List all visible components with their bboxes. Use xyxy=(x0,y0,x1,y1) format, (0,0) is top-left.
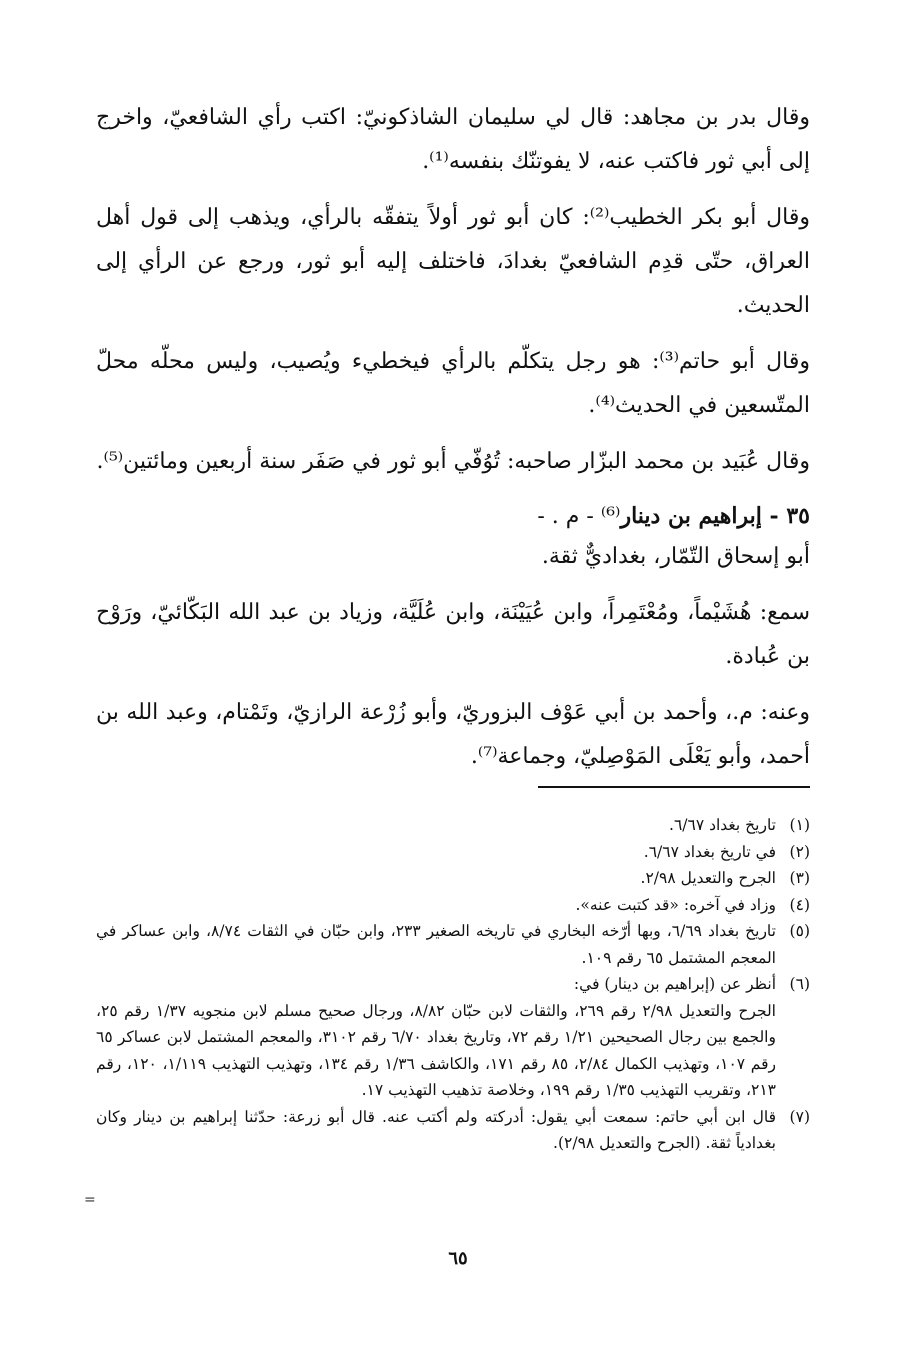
footnote-number: (٥) xyxy=(789,922,810,940)
paragraph: سمع: هُشَيْماً، ومُعْتَمِراً، وابن عُيَيْنَة، وابن عُلَيَّة، وزياد بن عبد الله البَكّائيّ، ورَوْح بن عُبادة. xyxy=(96,600,810,669)
footnote-divider xyxy=(538,786,810,788)
footnote xyxy=(96,812,810,839)
margin-mark: = xyxy=(84,1192,96,1208)
footnote-number: (١) xyxy=(789,816,810,834)
footnote-number: (٦) xyxy=(789,975,810,993)
footnote-text: أنظر عن (إبراهيم بن دينار) في: xyxy=(573,975,776,993)
footnote-number: (٤) xyxy=(789,895,810,914)
footnote xyxy=(96,1104,810,1157)
footnote xyxy=(96,839,810,866)
footnote-text: في تاريخ بغداد ٦/٦٧. xyxy=(643,842,776,861)
paragraph: وقال أبو حاتم⁽³⁾: هو رجل يتكلّم بالرأي فيخطيء ويُصيب، وليس محلّه محلّ المتّسعين في الحديث⁽⁴⁾. xyxy=(96,349,810,418)
main-text xyxy=(96,96,810,791)
footnote-text: تاريخ بغداد ٦/٦٧. xyxy=(669,816,776,834)
footnote xyxy=(96,918,810,971)
paragraph: وقال عُبَيد بن محمد البزّار صاحبه: تُوُفّي أبو ثور في صَفَر سنة أربعين ومائتين⁽⁵⁾. xyxy=(96,449,810,474)
entry-subtitle: أبو إسحاق التّمّار، بغداديٌّ ثقة. xyxy=(541,544,810,569)
footnote-number: (٢) xyxy=(789,842,810,861)
paragraph: وقال أبو بكر الخطيب⁽²⁾: كان أبو ثور أولاً يتفقّه بالرأي، ويذهب إلى قول أهل العراق، حتّى قدِم الشافعيّ بغدادَ، فاختلف إليه أبو ثور، ورجع عن الرأي إلى الحديث. xyxy=(96,205,810,318)
footnote-text: الجرح والتعديل ٢/٩٨. xyxy=(640,869,776,887)
footnote-number: (٣) xyxy=(789,869,810,887)
footnote-text: تاريخ بغداد ٦/٦٩، وبها أرّخه البخاري في تاريخه الصغير ٢٣٣، وابن حبّان في الثقات ٨/٧٤، وابن عساكر في المعجم المشتمل ٦٥ رقم ١٠٩. xyxy=(96,922,776,967)
paragraph: وقال بدر بن مجاهد: قال لي سليمان الشاذكونيّ: اكتب رأي الشافعيّ، واخرج إلى أبي ثور فاكتب عنه، لا يفوتنّك بنفسه⁽¹⁾. xyxy=(96,105,810,174)
footnote xyxy=(96,998,810,1104)
entry-heading-title: ٣٥ - إبراهيم بن دينار xyxy=(620,503,810,529)
footnote-text: وزاد في آخره: «قد كتبت عنه». xyxy=(575,895,776,914)
footnote xyxy=(96,971,810,998)
entry-heading-note: ⁽⁶⁾ - م . - xyxy=(537,504,621,529)
footnotes xyxy=(96,812,810,1157)
footnote xyxy=(96,892,810,919)
entry-heading xyxy=(96,496,810,537)
footnote-text: قال ابن أبي حاتم: سمعت أبي يقول: أدركته ولم أكتب عنه. قال أبو زرعة: حدّثنا إبراهيم بن دينار وكان بغدادياً ثقة. (الجرح والتعديل ٢/٩٨). xyxy=(96,1107,776,1152)
page-number: ٦٥ xyxy=(448,1248,468,1269)
footnote-number: (٧) xyxy=(789,1107,810,1126)
footnote xyxy=(96,865,810,892)
footnote-text: الجرح والتعديل ٢/٩٨ رقم ٢٦٩، والثقات لابن حبّان ٨/٨٢، ورجال صحيح مسلم لابن منجويه ١/٣٧ رقم ٢٥، والجمع بين رجال الصحيحين ١/٢١ رقم ٧٢، وتاريخ بغداد ٦/٧٠ رقم ٣١٠٢، والمعجم المشتمل لابن عساكر ٦٥ رقم ١٠٧، وتهذيب الكمال ٢/٨٤، ٨٥ رقم ١٧١، والكاشف ١/٣٦ رقم ١٣٤، وتهذيب التهذيب ١/١١٩، ١٢٠، رقم ٢١٣، وتقريب التهذيب ١/٣٥ رقم ١٩٩، وخلاصة تذهيب التهذيب ١٧. xyxy=(96,1001,776,1099)
paragraph: وعنه: م.، وأحمد بن أبي عَوْف البزوريّ، وأبو زُرْعة الرازيّ، وتَمْتام، وعبد الله بن أحمد، وأبو يَعْلَى المَوْصِليّ، وجماعة⁽⁷⁾. xyxy=(96,700,810,769)
